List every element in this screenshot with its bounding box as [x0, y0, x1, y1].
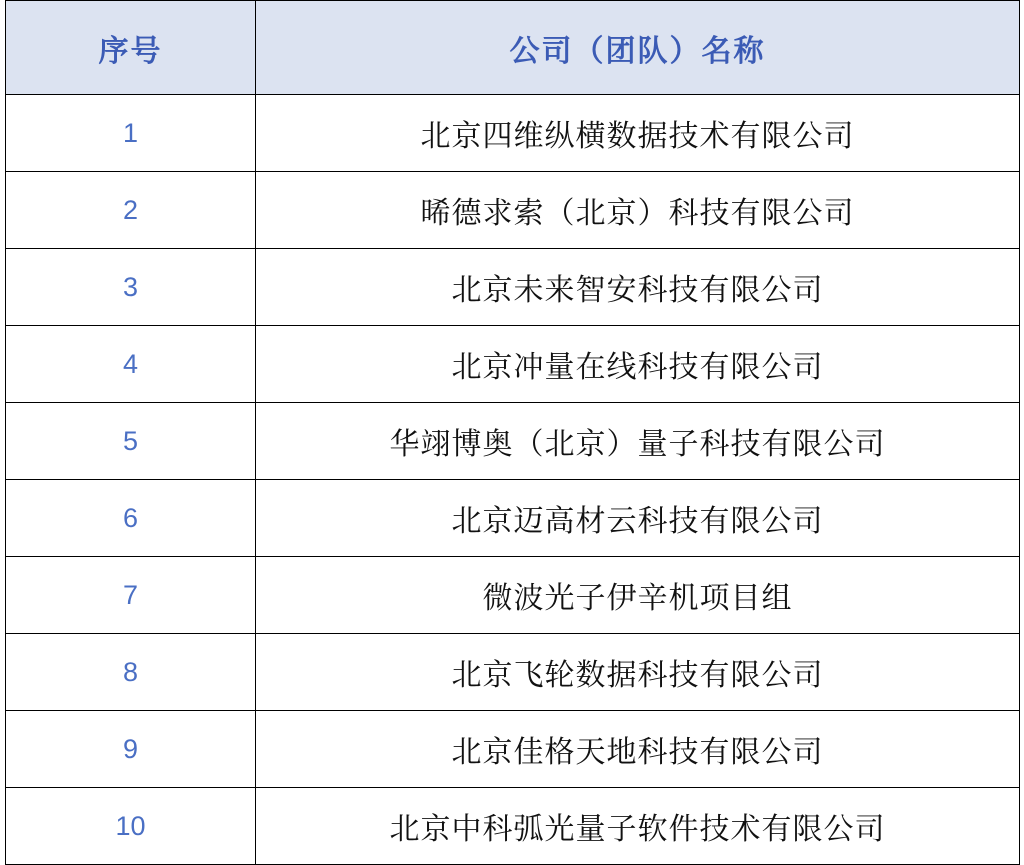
cell-index: 4 [6, 326, 256, 403]
column-header-name: 公司（团队）名称 [256, 1, 1020, 95]
cell-index: 9 [6, 711, 256, 788]
table-row [6, 403, 1020, 480]
cell-index: 5 [6, 403, 256, 480]
cell-company-name: 北京飞轮数据科技有限公司 [256, 634, 1020, 711]
table-body [6, 95, 1020, 865]
cell-index: 6 [6, 480, 256, 557]
table-row [6, 249, 1020, 326]
table-row [6, 634, 1020, 711]
cell-index: 7 [6, 557, 256, 634]
table-row [6, 172, 1020, 249]
table-header-row [6, 1, 1020, 95]
cell-company-name: 华翊博奥（北京）量子科技有限公司 [256, 403, 1020, 480]
table-header [6, 1, 1020, 95]
cell-company-name: 北京佳格天地科技有限公司 [256, 711, 1020, 788]
company-list-table [5, 0, 1020, 865]
column-header-index: 序号 [6, 1, 256, 95]
cell-company-name: 北京迈高材云科技有限公司 [256, 480, 1020, 557]
table-row [6, 557, 1020, 634]
cell-index: 10 [6, 788, 256, 865]
table-row [6, 95, 1020, 172]
cell-index: 2 [6, 172, 256, 249]
table-row [6, 326, 1020, 403]
cell-index: 8 [6, 634, 256, 711]
table-row [6, 480, 1020, 557]
cell-company-name: 北京未来智安科技有限公司 [256, 249, 1020, 326]
table-row [6, 788, 1020, 865]
cell-company-name: 北京冲量在线科技有限公司 [256, 326, 1020, 403]
cell-index: 1 [6, 95, 256, 172]
cell-company-name: 晞德求索（北京）科技有限公司 [256, 172, 1020, 249]
table-row [6, 711, 1020, 788]
cell-index: 3 [6, 249, 256, 326]
cell-company-name: 北京中科弧光量子软件技术有限公司 [256, 788, 1020, 865]
cell-company-name: 北京四维纵横数据技术有限公司 [256, 95, 1020, 172]
cell-company-name: 微波光子伊辛机项目组 [256, 557, 1020, 634]
